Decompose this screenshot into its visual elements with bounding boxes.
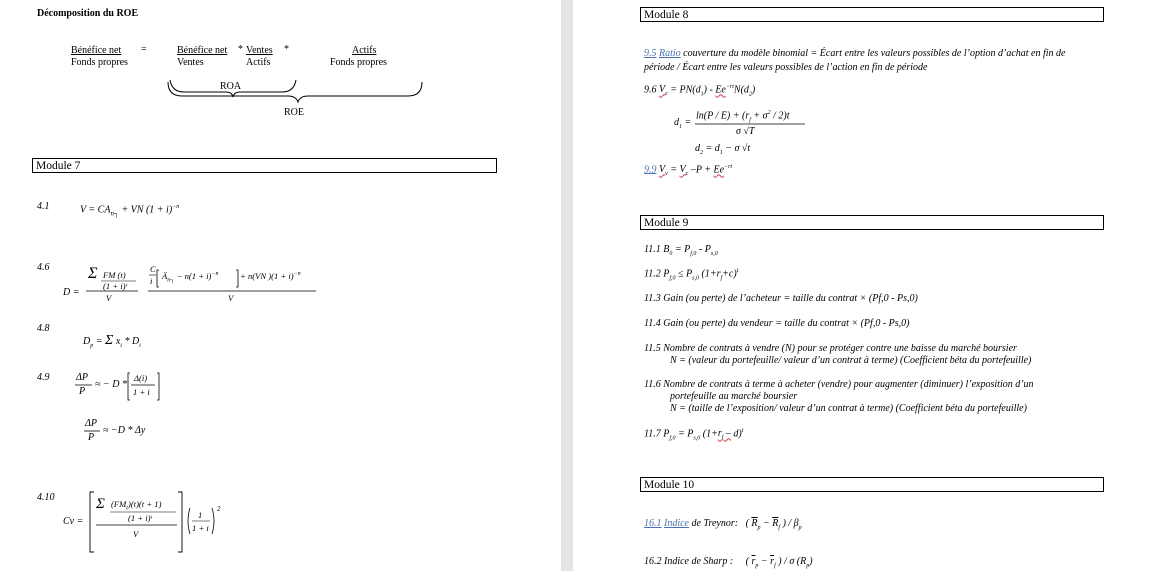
formula-4-10-v: V — [133, 529, 139, 539]
roe-equals: = — [141, 44, 147, 55]
formula-4-9-delta-i: Δ(i) — [134, 373, 148, 383]
document-page-right — [573, 0, 1167, 571]
m9-11-2: 11.2 $P_{f,0} \le P_{s,0}$ $(1+r_f+c)^t$ — [644, 268, 739, 282]
formula-4-10-one: 1 — [198, 510, 203, 520]
formula-4-10-sigma: Σ — [96, 496, 105, 512]
formula-4-9-p: P — [79, 386, 86, 397]
formula-4-6-lhs: D = — [63, 287, 80, 298]
roe-star1: * — [238, 44, 243, 55]
formula-4-9b-dp: ΔP — [85, 418, 97, 429]
formula-4-10-lhs: Cv = — [63, 516, 84, 527]
formula-4-6-tail: + n(VN )$(1 + i)^{-n}$ — [240, 271, 301, 281]
formula-number-4-10: 4.10 — [37, 492, 55, 503]
formula-4-9b-rest: ≈ −D * Δy — [103, 425, 146, 436]
formula-4-6-c: C — [150, 264, 156, 274]
module9-header: Module 9 — [640, 215, 1104, 230]
formula-4-6-v1: V — [106, 293, 112, 303]
m10-16-1-label: de Treynor: — [691, 518, 739, 529]
m8-d2: $d_2 = d_1 - \sigma$ √t — [695, 143, 751, 156]
formula-4-9-one-plus-i: 1 + i — [133, 387, 150, 397]
formula-4-6-i: i — [150, 276, 153, 286]
module7-header: Module 7 — [32, 158, 497, 173]
roe-label: ROE — [284, 107, 304, 118]
roe-den2b: Actifs — [246, 57, 271, 68]
roe-den2a: Ventes — [177, 57, 204, 68]
formula-4-10-num: $(FM_t)(t)(t + 1)$ — [111, 499, 162, 512]
formula-4-9b-p: P — [88, 432, 95, 443]
m10-16-1: 16.1 Indice de Treynor: ( $\overline{R}_p - \overline{R}_f$ ) / $\beta_p$ — [644, 518, 802, 531]
roe-num1: Bénéfice net — [71, 45, 122, 56]
formula-4-6-num: FM (t) — [103, 270, 126, 280]
roe-title: Décomposition du ROE — [37, 8, 139, 19]
m10-16-2: 16.2 Indice de Sharp : ( $\overline{r}_p - \overline{r}_f$ ) / σ $(R_p)$ — [644, 556, 813, 569]
m9-11-5-n: N = (valeur du portefeuille/ valeur d’un contrat à terme) (Coefficient béta du portefeuille) — [670, 355, 1032, 366]
formula-4-6-bracket-body: $Ä_{n┐} - n(1 + i)^{-n}$ — [162, 271, 219, 284]
page-gutter — [561, 0, 573, 571]
formula-4-10-den: (1 + i)ᵗ — [128, 513, 152, 523]
roe-num2a: Bénéfice net — [177, 45, 228, 56]
m10-16-1-number: 16.1 — [644, 518, 662, 529]
m9-11-7: 11.7 $P_{f,0} = P_{s,0}$ $(1+r_f - d)^t$ — [644, 428, 744, 442]
m8-d1-num: $\ln(P / E) + (r_f + \sigma^2 / 2)t$ — [696, 110, 790, 124]
formula-4-9-dp: ΔP — [76, 372, 88, 383]
m8-9-5-text: couverture du modèle binomial = Écart entre les valeurs possibles de l’option d’achat en fin de — [683, 48, 1066, 59]
m8-d1-den: σ √T — [736, 126, 755, 137]
roe-den1: Fonds propres — [71, 57, 128, 68]
formula-4-6-sigma: Σ — [88, 265, 98, 282]
formula-number-4-8: 4.8 — [37, 323, 50, 334]
roe-num2b: Ventes — [246, 45, 273, 56]
m9-11-6-line2: portefeuille au marché boursier — [670, 391, 798, 402]
m9-11-6-n: N = (taille de l’exposition/ valeur d’un contrat à terme) (Coefficient béta du portefeuille) — [670, 403, 1027, 414]
m10-16-2-label: 16.2 Indice de Sharp : — [644, 556, 734, 567]
formula-number-4-9: 4.9 — [37, 372, 50, 383]
m8-9-5-line2: période / Écart entre les valeurs possibles de l’action en fin de période — [644, 62, 928, 73]
formula-number-4-6: 4.6 — [37, 262, 50, 273]
roe-den3: Fonds propres — [330, 57, 387, 68]
document-page-left — [0, 0, 561, 571]
formula-4-10-square: 2 — [217, 505, 221, 513]
m9-11-6: 11.6 Nombre de contrats à terme à acheter (vendre) pour augmenter (diminuer) l’exposition d’un — [644, 379, 1034, 390]
m9-11-4: 11.4 Gain (ou perte) du vendeur = taille du contrat × (Pf,0 - Ps,0) — [644, 318, 910, 329]
formula-4-9-approx: ≈ − D * — [95, 379, 127, 390]
formula-4-10-one-plus-i: 1 + i — [192, 523, 209, 533]
formula-number-4-1: 4.1 — [37, 201, 50, 212]
m8-9-5-ratio-word: Ratio — [659, 48, 681, 59]
m9-11-3: 11.3 Gain (ou perte) de l’acheteur = taille du contrat × (Pf,0 - Ps,0) — [644, 293, 918, 304]
m9-11-1: 11.1 $B_0 = P_{f,0} - P_{s,0}$ — [644, 244, 718, 257]
m8-9-6: 9.6 $V_c = PN(d_1) - Ee^{-rt}N(d_2)$ — [644, 84, 756, 98]
formula-4-10-bars — [0, 0, 561, 571]
module8-header: Module 8 — [640, 7, 1104, 22]
roe-num3: Actifs — [352, 45, 377, 56]
m8-9-9: 9.9 $V_v = V_c$ $-P + Ee^{-rt}$ — [644, 164, 733, 178]
roa-label: ROA — [220, 81, 242, 92]
m10-16-1-indice: Indice — [664, 518, 689, 529]
roe-star2: * — [284, 44, 289, 55]
formula-4-8: $D_p = \Sigma$ $x_i * D_i$ — [83, 333, 141, 349]
m8-9-5-number: 9.5 — [644, 48, 657, 59]
m9-11-5: 11.5 Nombre de contrats à vendre (N) pour se protéger contre une baisse du marché boursier — [644, 343, 1017, 354]
formula-4-1: $V = CA_{n┐}$ + VN $(1 + i)^{-n}$ — [80, 204, 180, 218]
formula-4-6-den: (1 + i)ᵗ — [103, 281, 127, 291]
m8-d1-lhs: $d_1$ = — [674, 117, 692, 130]
formula-4-6-v2: V — [228, 293, 234, 303]
module10-header: Module 10 — [640, 477, 1104, 492]
